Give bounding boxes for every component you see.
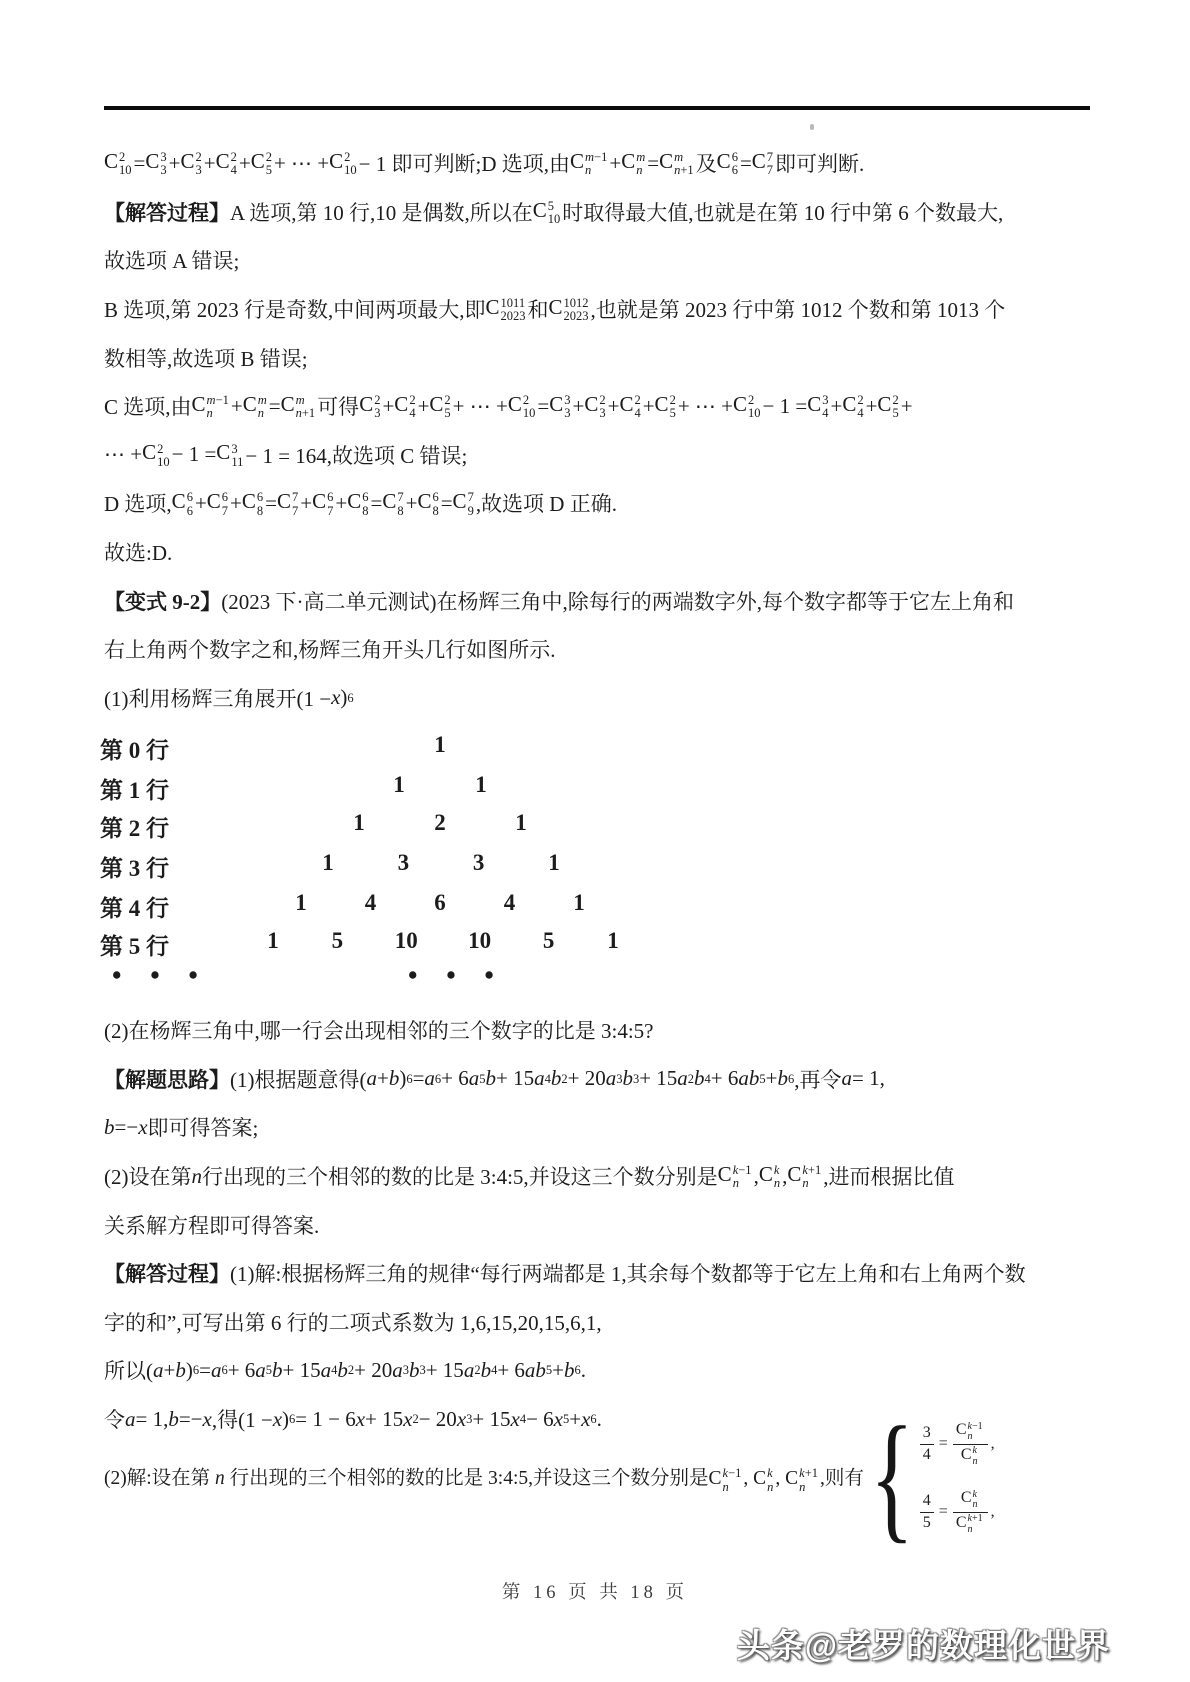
equals-sign: = [938, 1435, 948, 1452]
comma: , [990, 1503, 995, 1520]
pascal-number: 1 [475, 772, 487, 797]
fraction [920, 1492, 934, 1532]
pascal-number: 5 [542, 928, 555, 953]
text-line: (2)设在第 n 行出现的三个相邻的数的比是 3:4:5,并设这三个数分别是 C k−1 n , C k n , C k+1 n ,进而根据比值 [104, 1161, 955, 1191]
pascal-row [321, 850, 561, 876]
pascal-number: 1 [434, 732, 446, 757]
fraction-denominator: 5 [922, 1513, 931, 1531]
scan-artifact-dot [810, 124, 814, 130]
fraction-denominator: C k n [960, 1445, 978, 1467]
pascal-number: 6 [434, 890, 446, 915]
equation-system [866, 1398, 995, 1556]
pascal-row [294, 890, 586, 916]
pascal-number: 1 [548, 850, 560, 875]
left-brace: { [869, 1398, 914, 1556]
fraction [953, 1489, 988, 1535]
pascal-number: 3 [397, 850, 410, 875]
fraction-denominator: C k+1 n [955, 1513, 983, 1535]
text-line: 令 a = 1, b =− x ,得(1 − x ) 6 = 1 − 6 x + 15 x 2 − 20 x 3 + 15 x 4 − 6 x 5 + x 6 . [104, 1406, 602, 1433]
ellipsis-dots-center: • • • [408, 960, 505, 990]
text-line: B 选项,第 2023 行是奇数,中间两项最大,即 C 1011 2023 和 C 1012 2023 ,也就是第 2023 行中第 1012 个数和第 1013 个 [104, 294, 1006, 324]
pascal-number: 1 [353, 810, 365, 835]
pascal-number: 1 [267, 928, 279, 953]
text-line: C 2 10 = C 3 3 + C 2 3 + C 2 4 + C 2 5 + ⋯ + C 2 10 − 1 即可判断;D 选项,由 C m−1 n + C m n = C m n+1 及 C 6 6 = C 7 7 即可判断. [104, 148, 865, 178]
text-line: ⋯ + C 2 10 − 1 = C 3 11 − 1 = 164,故选项 C 错误; [104, 440, 468, 469]
pascal-row-label: 第 4 行 [100, 896, 169, 921]
text-line: (2)在杨辉三角中,哪一行会出现相邻的三个数字的比是 3:4:5? [104, 1019, 654, 1044]
solution-text-block-lower [104, 1006, 1104, 1443]
pascal-number: 4 [503, 890, 516, 915]
text-segment: (2)解:设在第 n 行出现的三个相邻的数的比是 3:4:5,并设这三个数分别是C k−1 n , C k n , C k+1 n ,则有 [104, 1466, 864, 1494]
comma: , [990, 1435, 995, 1452]
pascal-number: 1 [295, 890, 307, 915]
equation-column [920, 1410, 995, 1546]
fraction [920, 1424, 934, 1464]
text-line: 【变式 9-2】 (2023 下·高二单元测试)在杨辉三角中,除每行的两端数字外,每个数字都等于它左上角和 [104, 589, 1014, 614]
text-line: (1)利用杨辉三角展开(1 − x ) 6 [104, 685, 354, 711]
pascal-number: 1 [573, 890, 585, 915]
pascal-number: 10 [394, 928, 418, 953]
text-line: 【解题思路】 (1)根据题意得( a + b ) 6 = a 6 + 6 a 5 b + 15 a 4 b 2 + 20 a 3 b 3 + 15 a 2 b 4 + 6 ab 5 + b 6 ,再令 a = 1, [104, 1066, 885, 1092]
pascal-row-label: 第 5 行 [100, 934, 169, 959]
equals-sign: = [938, 1503, 948, 1520]
pascal-row [352, 810, 528, 836]
equation-row [920, 1478, 995, 1546]
pascal-number: 10 [468, 928, 492, 953]
text-line: 关系解方程即可得答案. [104, 1213, 320, 1238]
text-line: 数相等,故选项 B 错误; [104, 346, 308, 371]
text-line: 右上角两个数字之和,杨辉三角开头几行如图所示. [104, 638, 556, 663]
text-line: D 选项, C 6 6 + C 6 7 + C 6 8 = C 7 7 + C 6 7 + C 6 8 = C 7 8 + C 6 8 = C 7 9 ,故选项 D 正确. [104, 489, 617, 518]
pascal-row [392, 772, 488, 798]
solution-text-block-upper [104, 139, 1104, 722]
pascal-number: 1 [393, 772, 405, 797]
pascal-number: 1 [515, 810, 527, 835]
fraction [953, 1421, 988, 1467]
pascal-row-label: 第 2 行 [100, 816, 169, 841]
pascal-row-label: 第 0 行 [100, 738, 169, 763]
pascal-number: 3 [472, 850, 485, 875]
pascal-number: 5 [331, 928, 344, 953]
pascal-row [266, 928, 620, 954]
pascal-triangle-figure [100, 727, 1090, 997]
pascal-number: 1 [322, 850, 334, 875]
text-line: 故选:D. [104, 541, 173, 566]
fraction-denominator: 4 [922, 1445, 931, 1463]
pascal-number: 2 [434, 810, 446, 835]
text-line: C 选项,由 C m−1 n + C m n = C m n+1 可得 C 2 3 + C 2 4 + C 2 5 + ⋯ + C 2 10 = C 3 3 + C 2 3 + C 2 4 + C 2 5 + ⋯ + C 2 10 − 1 = C 3 4 + C 2 4 + C 2 5 + [104, 391, 913, 421]
watermark: 头条@老罗的数理化世界 [736, 1627, 1110, 1664]
text-line: 所以( a + b ) 6 = a 6 + 6 a 5 b + 15 a 4 b 2 + 20 a 3 b 3 + 15 a 2 b 4 + 6 ab 5 + b 6 . [104, 1357, 586, 1384]
text-line: 【解答过程】 A 选项,第 10 行,10 是偶数,所以在 C 5 10 时取得最大值,也就是在第 10 行中第 6 个数最大, [104, 197, 1004, 227]
page-number: 第 16 页 共 18 页 [501, 1583, 689, 1603]
text-line: b =− x 即可得答案; [104, 1114, 259, 1141]
fraction-numerator: 3 [920, 1424, 934, 1444]
ellipsis-dots-left: • • • [112, 960, 209, 990]
pascal-number: 4 [364, 890, 377, 915]
pascal-row-label: 第 3 行 [100, 856, 169, 881]
fraction-numerator: C k−1 n [953, 1421, 988, 1445]
text-line: 故选项 A 错误; [104, 249, 240, 274]
fraction-numerator: 4 [920, 1492, 934, 1512]
fraction-numerator: C k n [953, 1489, 988, 1513]
text-line: 【解答过程】 (1)解:根据杨辉三角的规律“每行两端都是 1,其余每个数都等于它左上角和右上角两个数 [104, 1262, 1026, 1287]
pascal-number: 1 [607, 928, 619, 953]
equation-row [920, 1410, 995, 1478]
pascal-row [420, 732, 460, 758]
text-line: 字的和”,可写出第 6 行的二项式系数为 1,6,15,20,15,6,1, [104, 1310, 602, 1335]
final-solution-line [104, 1398, 1190, 1558]
pascal-row-label: 第 1 行 [100, 778, 169, 803]
header-rule-divider [104, 106, 1090, 110]
